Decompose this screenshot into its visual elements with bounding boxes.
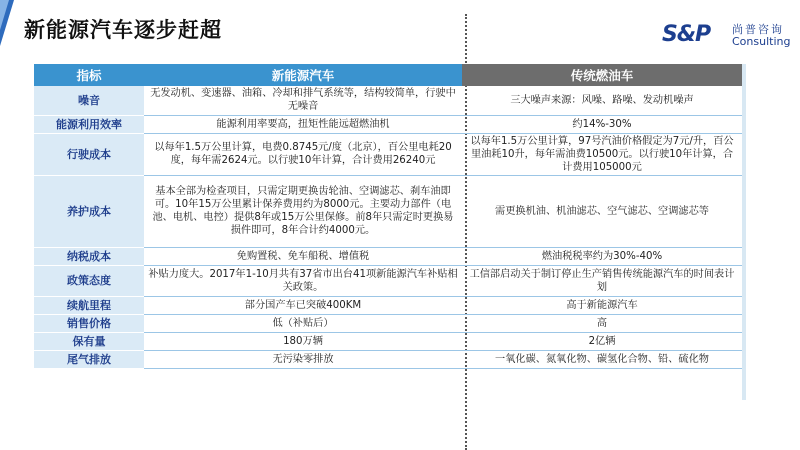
comparison-table-container (34, 64, 742, 369)
new-energy-cell: 低（补贴后） (144, 314, 462, 332)
table-row (34, 133, 742, 175)
table-row (34, 115, 742, 133)
logo-chinese-name: 尚普咨询 (732, 23, 784, 36)
logo-english-name: Consulting (732, 35, 791, 48)
new-energy-cell: 基本全部为检查项目，只需定期更换齿轮油、空调滤芯、刹车油即可。10年15万公里累计保养费用约为8000元。主要动力部件（电池、电机、电控）提供8年或15万公里保修。前8年只需定时更换易损件即可，8年合计约4000元。 (144, 175, 462, 247)
new-energy-cell: 180万辆 (144, 332, 462, 350)
new-energy-cell: 补贴力度大。2017年1-10月共有37省市出台41项新能源汽车补贴相关政策。 (144, 265, 462, 296)
page-title: 新能源汽车逐步赶超 (24, 18, 222, 42)
table-edge-strip (742, 64, 746, 400)
header-traditional: 传统燃油车 (462, 64, 742, 86)
traditional-cell: 工信部启动关于制订停止生产销售传统能源汽车的时间表计划 (462, 265, 742, 296)
table-header-row (34, 64, 742, 86)
traditional-cell: 以每年1.5万公里计算，97号汽油价格假定为7元/升，百公里油耗10升，每年需油费10500元。以行驶10年计算，合计费用105000元 (462, 133, 742, 175)
new-energy-cell: 部分国产车已突破400KM (144, 296, 462, 314)
indicator-cell: 行驶成本 (34, 133, 144, 175)
table-row (34, 350, 742, 368)
table-row (34, 86, 742, 115)
table-row (34, 265, 742, 296)
new-energy-cell: 能源利用率要高，扭矩性能远超燃油机 (144, 115, 462, 133)
indicator-cell: 政策态度 (34, 265, 144, 296)
header-indicator: 指标 (34, 64, 144, 86)
indicator-cell: 纳税成本 (34, 247, 144, 265)
traditional-cell: 三大噪声来源：风噪、路噪、发动机噪声 (462, 86, 742, 115)
indicator-cell: 续航里程 (34, 296, 144, 314)
table-row (34, 175, 742, 247)
table-row (34, 314, 742, 332)
traditional-cell: 需更换机油、机油滤芯、空气滤芯、空调滤芯等 (462, 175, 742, 247)
indicator-cell: 销售价格 (34, 314, 144, 332)
corner-decoration-inner (0, 0, 9, 30)
traditional-cell: 一氧化碳、氮氧化物、碳氢化合物、铅、硫化物 (462, 350, 742, 368)
traditional-cell: 约14%-30% (462, 115, 742, 133)
new-energy-cell: 以每年1.5万公里计算，电费0.8745元/度（北京），百公里电耗20度，每年需2624元。以行驶10年计算，合计费用26240元 (144, 133, 462, 175)
logo-mark: S&P (662, 22, 711, 47)
new-energy-cell: 无发动机、变速器、油箱、冷却和排气系统等，结构较简单，行驶中无噪音 (144, 86, 462, 115)
traditional-cell: 高于新能源汽车 (462, 296, 742, 314)
traditional-cell: 2亿辆 (462, 332, 742, 350)
table-row (34, 332, 742, 350)
table-row (34, 247, 742, 265)
indicator-cell: 保有量 (34, 332, 144, 350)
indicator-cell: 能源利用效率 (34, 115, 144, 133)
traditional-cell: 高 (462, 314, 742, 332)
header-new-energy: 新能源汽车 (144, 64, 462, 86)
new-energy-cell: 免购置税、免车船税、增值税 (144, 247, 462, 265)
indicator-cell: 养护成本 (34, 175, 144, 247)
indicator-cell: 尾气排放 (34, 350, 144, 368)
indicator-cell: 噪音 (34, 86, 144, 115)
traditional-cell: 燃油税税率约为30%-40% (462, 247, 742, 265)
company-logo (662, 20, 794, 50)
new-energy-cell: 无污染零排放 (144, 350, 462, 368)
comparison-table (34, 64, 742, 369)
table-row (34, 296, 742, 314)
